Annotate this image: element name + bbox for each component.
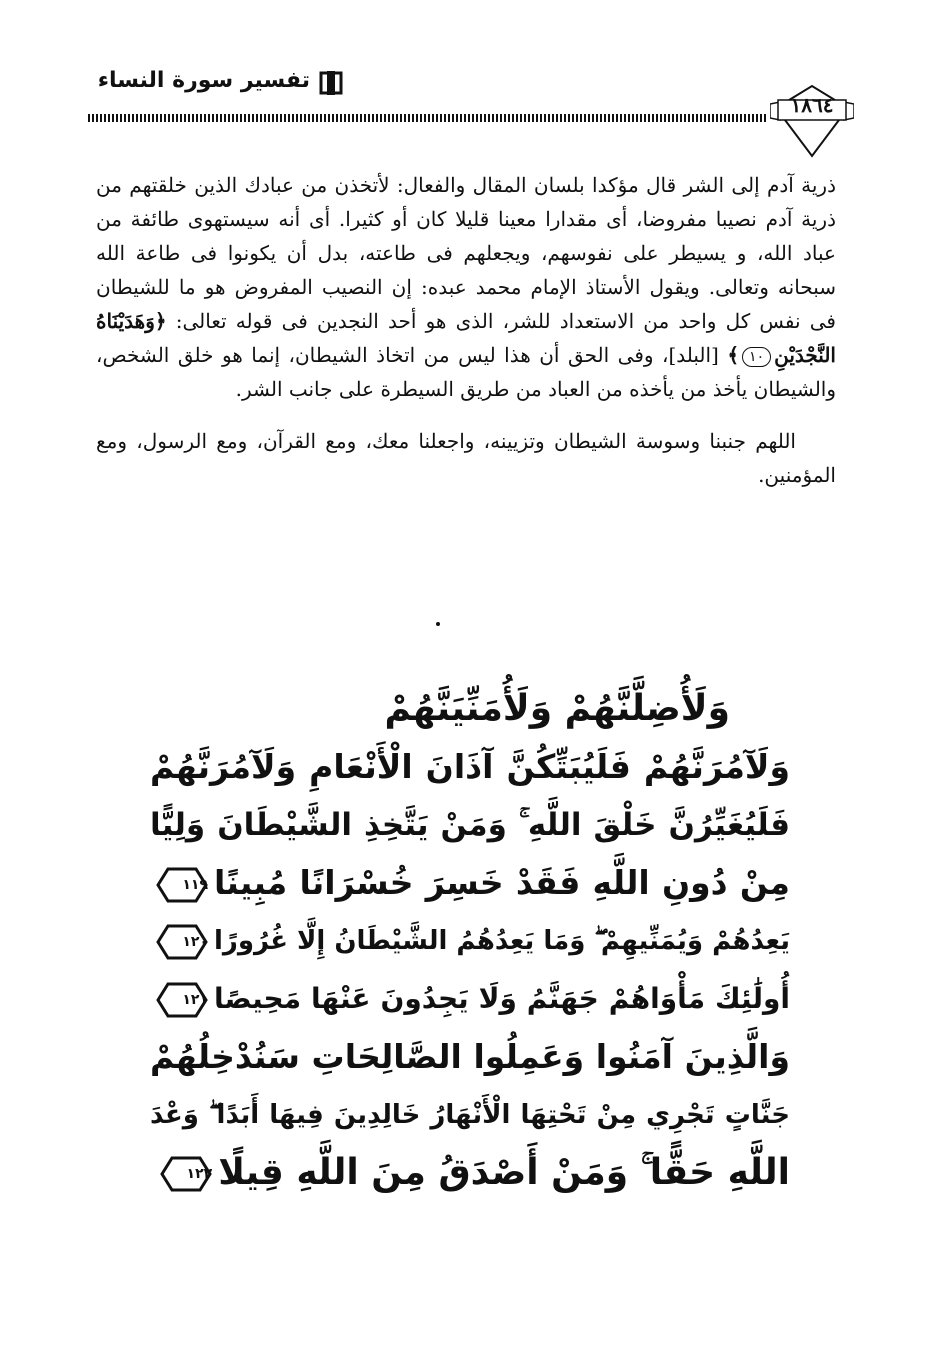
quran-line-9-text: اللَّهِ حَقًّا ۚ وَمَنْ أَصْدَقُ مِنَ اللَّهِ قِيلًا (218, 1152, 790, 1193)
quoted-ayah: وَهَدَيْنَاهُ النَّجْدَيْنِ (96, 309, 836, 367)
quran-line-2: وَلَآمُرَنَّهُمْ فَلَيُبَتِّكُنَّ آذَانَ الْأَنْعَامِ وَلَآمُرَنَّهُمْ (150, 747, 790, 786)
commentary-paragraph-2: اللهم جنبنا وسوسة الشيطان وتزيينه، واجعلنا معك، ومع القرآن، ومع الرسول، ومع المؤمنين. (96, 429, 836, 487)
verse-marker-122 (160, 1154, 212, 1194)
quoted-surah-name: [البلد] (668, 343, 728, 367)
verse-number-119: ١١٩ (182, 876, 208, 893)
stray-dot (436, 622, 440, 626)
verse-marker-120 (156, 922, 208, 962)
quote-close-bracket: ﴾ (727, 343, 740, 367)
quran-line-8: جَنَّاتٍ تَجْرِي مِنْ تَحْتِهَا الْأَنْهَارُ خَالِدِينَ فِيهَا أَبَدًا ۖ وَعْدَ (150, 1100, 790, 1130)
quran-line-5 (150, 912, 790, 970)
commentary-part-b: ، وفى الحق أن هذا ليس من اتخاذ الشيطان، إنما هو خلق الشخص، والشيطان يأخذ من يأخذه من العباد من طريق السيطرة على جانب الشر. (96, 343, 836, 401)
quran-line-3: فَلَيُغَيِّرُنَّ خَلْقَ اللَّهِ ۚ وَمَنْ يَتَّخِذِ الشَّيْطَانَ وَلِيًّا (150, 807, 790, 843)
quran-line-6 (150, 970, 790, 1028)
quran-line-7: وَالَّذِينَ آمَنُوا وَعَمِلُوا الصَّالِحَاتِ سَنُدْخِلُهُمْ (150, 1037, 790, 1076)
verse-number-122: ١٢٢ (186, 1166, 213, 1182)
page-number: ١٨٦٤ (790, 93, 834, 117)
verse-marker-119 (156, 865, 208, 905)
header-rule (88, 114, 768, 122)
commentary-text (96, 168, 836, 492)
running-header-title: تفسير سورة النساء (97, 68, 310, 93)
verse-number-121: ١٢١ (182, 992, 208, 1008)
verse-number-120: ١٢٠ (182, 933, 208, 950)
commentary-part-a: ذرية آدم إلى الشر قال مؤكدا بلسان المقال والفعال: لأتخذن من عبادك الذين خلقتهم من ذرية آدم نصيبا مفروضا، أى مقدارا معينا قليلا كان أو كثيرا. أى أنه سيستهوى طائفة من عباد الله، و يسيطر على نفوسهم، ويجعلهم فى طاعته، بدل أن يكونوا فى طاعة الله سبحانه وتعالى. ويقول الأستاذ الإمام محمد عبده: إن النصيب المفروض هو ما للشيطان فى نفس كل واحد من الاستعداد للشر، الذى هو أحد النجدين فى قوله تعالى: (96, 173, 837, 333)
commentary-paragraph-1 (96, 168, 836, 406)
quoted-verse-number: ١٠ (742, 347, 771, 367)
quran-line-1: وَلَأُضِلَّنَّهُمْ وَلَأُمَنِّيَنَّهُمْ (384, 688, 730, 729)
quran-line-6-text: أُولَٰئِكَ مَأْوَاهُمْ جَهَنَّمُ وَلَا يَجِدُونَ عَنْهَا مَحِيصًا (214, 982, 790, 1015)
quran-line-4-text: مِنْ دُونِ اللَّهِ فَقَدْ خَسِرَ خُسْرَانًا مُبِينًا (214, 863, 790, 902)
quote-open-bracket: ﴿ (154, 309, 167, 333)
verse-marker-121 (156, 980, 208, 1020)
quran-line-9 (150, 1144, 790, 1202)
quran-verses-block (150, 680, 790, 1202)
ornament-icon (318, 70, 344, 96)
quran-line-5-text: يَعِدُهُمْ وَيُمَنِّيهِمْ ۖ وَمَا يَعِدُهُمُ الشَّيْطَانُ إِلَّا غُرُورًا (214, 926, 790, 956)
quran-line-4 (150, 854, 790, 912)
